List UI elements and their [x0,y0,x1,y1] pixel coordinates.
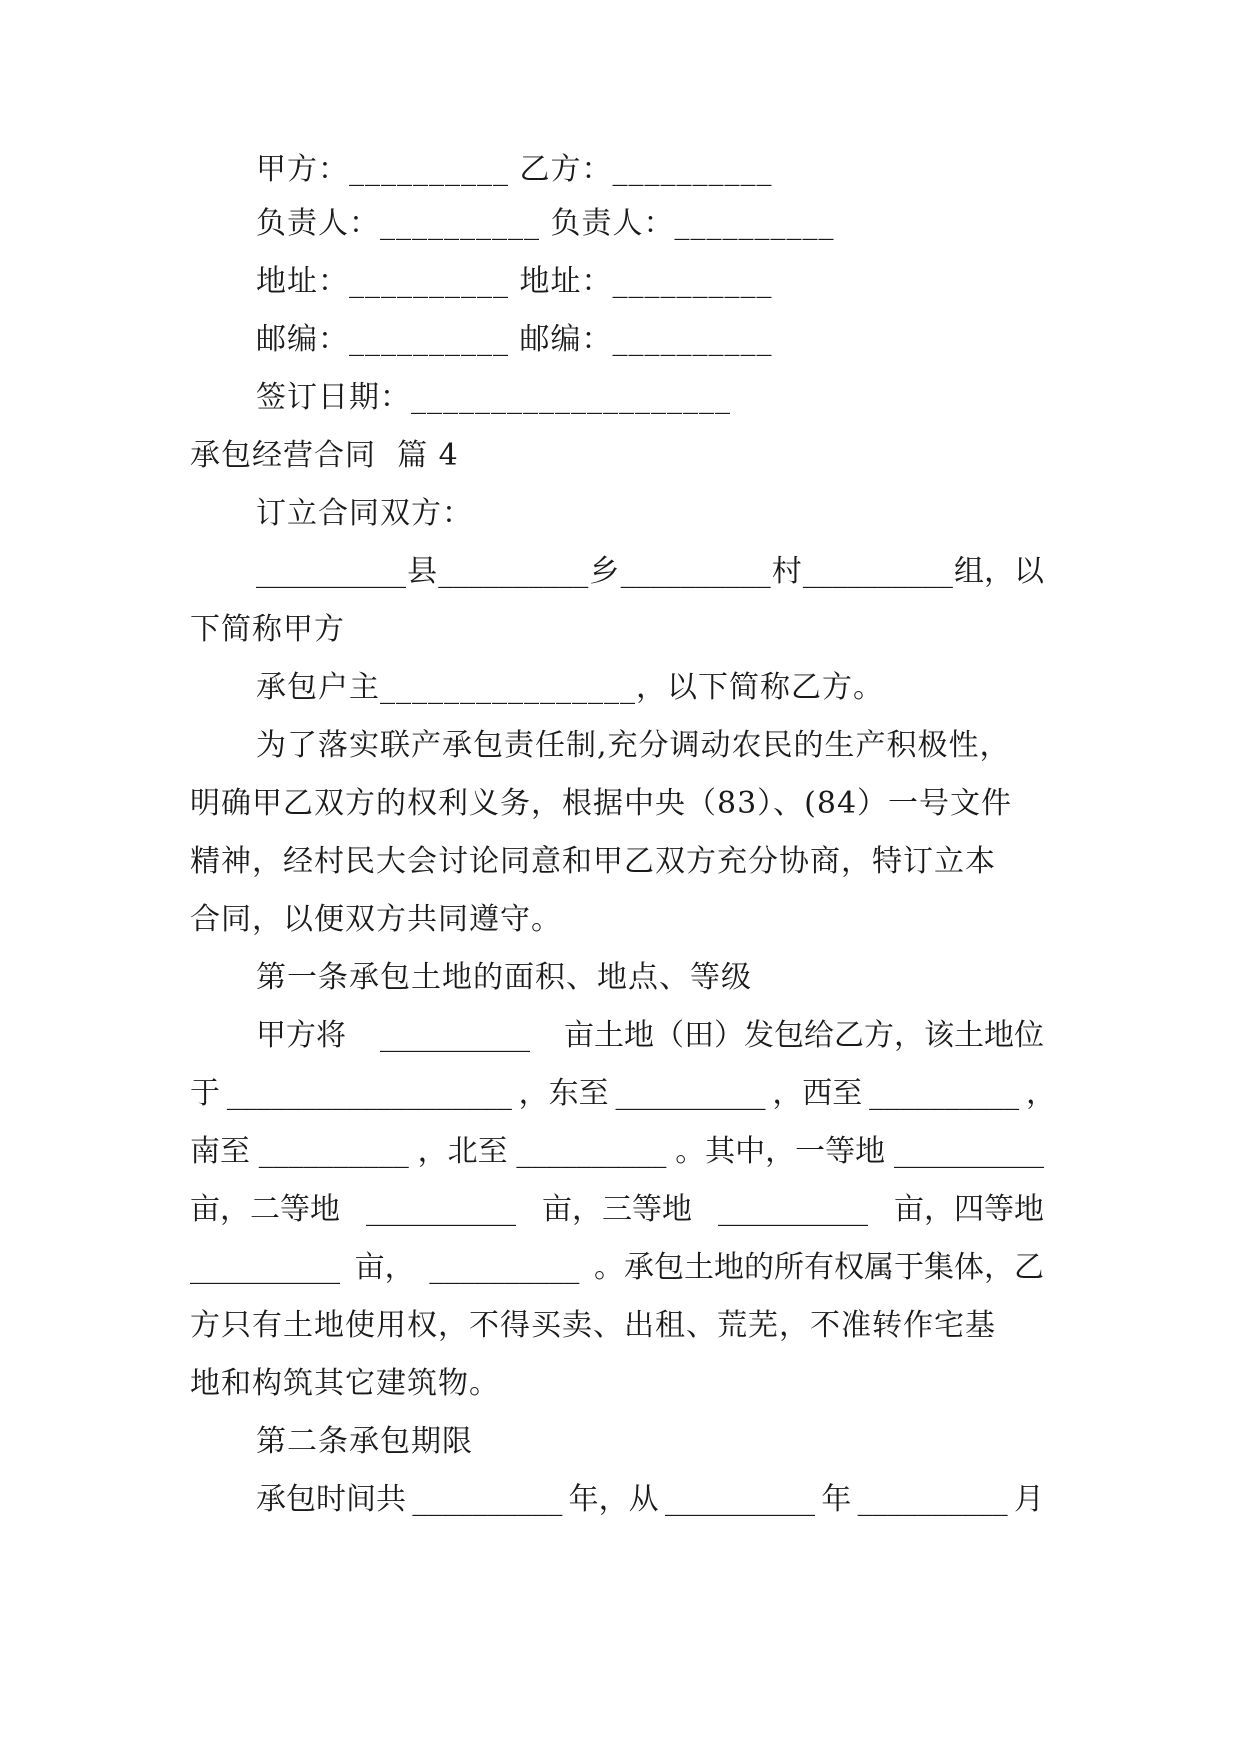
a2-t1: 承包时间共 [256,1482,406,1517]
a1-south-blank: __________ [258,1134,409,1169]
a1-grade3-blank: __________ [718,1192,868,1227]
address-a-label: 地址： [256,264,349,299]
article1-line-1 [256,1016,1044,1056]
preamble-line-4: 合同，以便双方共同遵守。 [190,902,562,937]
a1-t6: ， [1025,1076,1056,1111]
group-suffix: 组，以 [953,554,1044,589]
a1-other-blank: __________ [429,1250,580,1285]
village-label: 村 [771,554,802,589]
location-line [256,552,1044,592]
a1-t13: 亩， [354,1250,415,1285]
a1-grade4-blank: __________ [190,1250,340,1285]
a1-t4: ，东至 [518,1076,609,1111]
party-row [256,150,773,190]
section-title: 承包经营合同 篇 4 [190,438,459,473]
party-b-label: 乙方： [519,152,613,187]
person-a-blank: __________ [380,206,540,241]
sign-date-label: 签订日期： [256,380,411,415]
a1-north-blank: __________ [516,1134,667,1169]
township-blank: __________ [438,554,589,589]
person-b-blank: __________ [674,206,835,241]
a1-t12: 亩，四等地 [894,1192,1044,1227]
a1-t10: 亩，二等地 [190,1192,340,1227]
a1-t1: 甲方将 [256,1018,346,1053]
a1-west-blank: __________ [869,1076,1020,1111]
parties-intro: 订立合同双方： [256,496,473,531]
a1-t3: 于 [190,1076,220,1111]
address-b-label: 地址： [519,264,613,299]
article1-line-7: 地和构筑其它建筑物。 [190,1366,500,1401]
a1-area-blank: __________ [380,1018,530,1053]
preamble-line-2: 明确甲乙双方的权利义务，根据中央（83）、(84）一号文件 [190,786,1013,821]
person-a-label: 负责人： [256,206,380,241]
a2-start-year-blank: __________ [664,1482,815,1517]
a1-t5: ，西至 [772,1076,863,1111]
contractor-suffix: ，以下简称乙方。 [636,670,884,705]
article1-title: 第一条承包土地的面积、地点、等级 [256,960,752,995]
township-label: 乡 [589,554,620,589]
a1-t8: ，北至 [417,1134,508,1169]
contractor-blank: ________________ [380,670,636,705]
address-row [256,262,773,302]
address-a-blank: __________ [349,264,509,299]
a1-east-blank: __________ [615,1076,766,1111]
a1-t14: 。承包土地的所有权属于集体，乙 [593,1250,1044,1285]
article2-title: 第二条承包期限 [256,1424,473,1459]
a1-grade1-blank: __________ [893,1134,1044,1169]
county-label: 县 [407,554,438,589]
address-b-blank: __________ [612,264,773,299]
a1-t7: 南至 [190,1134,250,1169]
sign-date-row [256,378,731,418]
postcode-row [256,320,773,360]
responsible-row [256,204,835,244]
postcode-a-blank: __________ [349,322,509,357]
a1-location-blank: ___________________ [226,1076,512,1111]
a1-t11: 亩，三等地 [542,1192,692,1227]
county-blank: __________ [256,554,406,589]
person-b-label: 负责人： [550,206,675,241]
contractor-prefix: 承包户主 [256,670,380,705]
party-b-blank: __________ [612,152,773,187]
a2-t2: 年，从 [568,1482,659,1517]
article2-line-1 [256,1480,1044,1520]
article1-line-3 [190,1132,1044,1172]
postcode-b-blank: __________ [612,322,773,357]
postcode-b-label: 邮编： [519,322,613,357]
a1-grade2-blank: __________ [366,1192,516,1227]
article1-line-4 [190,1190,1044,1230]
a1-t9: 。其中，一等地 [675,1134,886,1169]
sign-date-blank: ____________________ [411,380,731,415]
village-blank: __________ [620,554,771,589]
a2-start-month-blank: __________ [857,1482,1008,1517]
preamble-line-3: 精神，经村民大会讨论同意和甲乙双方充分协商，特订立本 [190,844,996,879]
preamble-line-1: 为了落实联产承包责任制,充分调动农民的生产积极性， [256,728,1011,763]
a2-t3: 年 [821,1482,852,1517]
a2-years-blank: __________ [412,1482,563,1517]
contractor-line [256,668,884,708]
party-a-label: 甲方： [256,152,349,187]
a1-t2: 亩土地（田）发包给乙方，该土地位 [564,1018,1044,1053]
article1-line-6: 方只有土地使用权，不得买卖、出租、荒芜，不准转作宅基 [190,1308,996,1343]
article1-line-5 [190,1248,1044,1288]
party-a-blank: __________ [349,152,509,187]
group-blank: __________ [802,554,953,589]
article1-line-2 [190,1074,1056,1114]
postcode-a-label: 邮编： [256,322,349,357]
location-continuation: 下简称甲方 [190,612,345,647]
a2-t4: 月 [1013,1482,1044,1517]
